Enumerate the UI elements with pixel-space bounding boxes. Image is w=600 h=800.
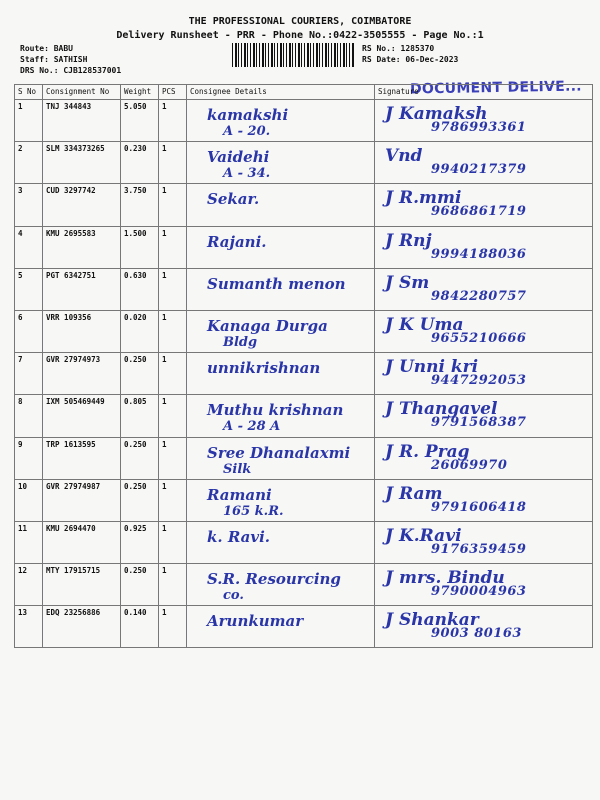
row-sno: 9 (15, 437, 43, 479)
consignee-name: Ramani (207, 485, 272, 504)
receiver-phone: 9686861719 (431, 204, 527, 220)
table-row (15, 226, 593, 268)
receiver-phone: 9790004963 (431, 584, 527, 600)
consignee-name: Rajani. (207, 232, 267, 251)
row-consignment-no: IXM 505469449 (43, 395, 121, 437)
row-weight: 0.250 (121, 564, 159, 606)
row-signature (375, 606, 593, 648)
row-pcs: 1 (159, 100, 187, 142)
row-signature (375, 268, 593, 310)
row-signature (375, 100, 593, 142)
route: Route: BABU (20, 44, 73, 53)
table-row (15, 521, 593, 563)
table-row (15, 100, 593, 142)
row-consignee (187, 268, 375, 310)
row-weight: 0.805 (121, 395, 159, 437)
table-row (15, 142, 593, 184)
row-pcs: 1 (159, 606, 187, 648)
row-pcs: 1 (159, 437, 187, 479)
table-row (15, 184, 593, 226)
row-weight: 0.250 (121, 479, 159, 521)
signature-text: J R. Prag (385, 441, 470, 462)
row-consignment-no: KMU 2694470 (43, 521, 121, 563)
row-consignment-no: TRP 1613595 (43, 437, 121, 479)
row-weight: 0.925 (121, 521, 159, 563)
row-consignee (187, 437, 375, 479)
table-header (15, 85, 593, 100)
company-title: THE PROFESSIONAL COURIERS, COIMBATORE (188, 16, 412, 27)
row-weight: 0.230 (121, 142, 159, 184)
consignee-address: 165 k.R. (223, 503, 284, 519)
signature-text: Vnd (385, 146, 423, 167)
row-weight: 3.750 (121, 184, 159, 226)
signature-text: J Unni kri (385, 357, 479, 378)
consignee-name: Sumanth menon (207, 274, 346, 293)
row-pcs: 1 (159, 564, 187, 606)
rs-date: RS Date: 06-Dec-2023 (362, 55, 459, 64)
row-consignee (187, 226, 375, 268)
receiver-phone: 9791606418 (431, 499, 527, 515)
consignee-address: Silk (223, 461, 252, 477)
signature-text: J Kamaksh (385, 104, 488, 124)
row-pcs: 1 (159, 142, 187, 184)
rs-no: RS No.: 1285370 (362, 44, 435, 53)
row-consignee (187, 184, 375, 226)
consignee-name: k. Ravi. (207, 527, 271, 546)
consignee-name: Vaidehi (207, 148, 270, 167)
consignee-name: Sekar. (207, 190, 260, 209)
row-consignment-no: VRR 109356 (43, 310, 121, 352)
row-signature (375, 521, 593, 563)
row-sno: 6 (15, 310, 43, 352)
row-pcs: 1 (159, 395, 187, 437)
row-sno: 4 (15, 226, 43, 268)
row-consignment-no: KMU 2695583 (43, 226, 121, 268)
drs-no: DRS No.: CJB128537001 (20, 66, 122, 75)
row-consignee (187, 564, 375, 606)
receiver-phone: 9655210666 (431, 330, 527, 346)
signature-text: J K Uma (385, 314, 464, 335)
col-pcs: PCS (159, 85, 187, 100)
row-consignment-no: EDQ 23256886 (43, 606, 121, 648)
signature-text: J Rnj (385, 230, 432, 251)
col-consignment: Consignment No (43, 85, 121, 100)
row-signature (375, 226, 593, 268)
receiver-phone: 9176359459 (431, 541, 527, 557)
signature-text: J Thangavel (385, 399, 498, 420)
row-consignment-no: CUD 3297742 (43, 184, 121, 226)
row-weight: 0.250 (121, 353, 159, 395)
row-consignee (187, 310, 375, 352)
barcode (232, 43, 354, 67)
table-row (15, 479, 593, 521)
col-consignee: Consignee Details (187, 85, 375, 100)
receiver-phone: 9994188036 (431, 246, 527, 262)
row-consignee (187, 142, 375, 184)
table-row (15, 606, 593, 648)
row-signature (375, 395, 593, 437)
row-pcs: 1 (159, 184, 187, 226)
row-pcs: 1 (159, 521, 187, 563)
row-sno: 12 (15, 564, 43, 606)
row-consignee (187, 353, 375, 395)
row-sno: 2 (15, 142, 43, 184)
receiver-phone: 9791568387 (431, 415, 527, 431)
row-consignee (187, 100, 375, 142)
row-consignee (187, 479, 375, 521)
row-sno: 3 (15, 184, 43, 226)
signature-text: J Sm (385, 272, 430, 293)
receiver-phone: 9003 80163 (431, 626, 522, 642)
runsheet-table (14, 84, 593, 648)
consignee-name: Sree Dhanalaxmi (207, 443, 351, 462)
consignee-name: Kanaga Durga (207, 316, 328, 335)
row-pcs: 1 (159, 268, 187, 310)
row-consignee (187, 395, 375, 437)
staff: Staff: SATHISH (20, 55, 88, 64)
consignee-address: co. (223, 588, 244, 604)
row-weight: 0.630 (121, 268, 159, 310)
consignee-address: A - 20. (223, 124, 271, 139)
row-pcs: 1 (159, 479, 187, 521)
row-signature (375, 437, 593, 479)
table-row (15, 310, 593, 352)
document-delivery-stamp: DOCUMENT DELIVE... (409, 78, 583, 98)
signature-text: J mrs. Bindu (385, 568, 505, 589)
consignee-address: A - 28 A (223, 419, 281, 435)
row-signature (375, 310, 593, 352)
row-consignment-no: GVR 27974973 (43, 353, 121, 395)
consignee-name: Arunkumar (207, 612, 304, 631)
row-consignment-no: TNJ 344843 (43, 100, 121, 142)
row-signature (375, 353, 593, 395)
row-weight: 0.020 (121, 310, 159, 352)
row-sno: 1 (15, 100, 43, 142)
row-sno: 10 (15, 479, 43, 521)
col-weight: Weight (121, 85, 159, 100)
runsheet-title: Delivery Runsheet - PRR - Phone No.:0422-3505555 - Page No.:1 (116, 30, 484, 41)
row-signature (375, 184, 593, 226)
row-pcs: 1 (159, 226, 187, 268)
row-consignment-no: GVR 27974987 (43, 479, 121, 521)
row-consignee (187, 606, 375, 648)
row-sno: 11 (15, 521, 43, 563)
row-weight: 5.050 (121, 100, 159, 142)
signature-text: J K.Ravi (385, 525, 462, 546)
receiver-phone: 9940217379 (431, 162, 527, 178)
table-row (15, 353, 593, 395)
row-consignment-no: SLM 334373265 (43, 142, 121, 184)
signature-text: J Shankar (385, 610, 479, 631)
row-weight: 0.250 (121, 437, 159, 479)
table-row (15, 564, 593, 606)
consignee-address: Bldg (223, 334, 258, 350)
signature-text: J Ram (385, 483, 443, 504)
row-consignment-no: MTY 17915715 (43, 564, 121, 606)
row-weight: 0.140 (121, 606, 159, 648)
table-row (15, 268, 593, 310)
row-sno: 8 (15, 395, 43, 437)
signature-text: J R.mmi (385, 188, 462, 209)
receiver-phone: 26069970 (431, 457, 508, 473)
row-signature (375, 479, 593, 521)
col-sno: S No (15, 85, 43, 100)
receiver-phone: 9786993361 (431, 120, 527, 135)
row-consignee (187, 521, 375, 563)
row-pcs: 1 (159, 310, 187, 352)
row-signature (375, 564, 593, 606)
col-signature: Signature (375, 85, 593, 100)
row-sno: 13 (15, 606, 43, 648)
row-weight: 1.500 (121, 226, 159, 268)
receiver-phone: 9842280757 (431, 288, 527, 304)
consignee-name: S.R. Resourcing (207, 570, 341, 589)
table-row (15, 395, 593, 437)
table-row (15, 437, 593, 479)
row-sno: 5 (15, 268, 43, 310)
consignee-name: kamakshi (207, 106, 289, 124)
consignee-name: Muthu krishnan (207, 401, 344, 420)
consignee-address: A - 34. (223, 166, 271, 182)
row-signature (375, 142, 593, 184)
receiver-phone: 9447292053 (431, 373, 527, 389)
row-consignment-no: PGT 6342751 (43, 268, 121, 310)
row-pcs: 1 (159, 353, 187, 395)
row-sno: 7 (15, 353, 43, 395)
consignee-name: unnikrishnan (207, 359, 321, 378)
